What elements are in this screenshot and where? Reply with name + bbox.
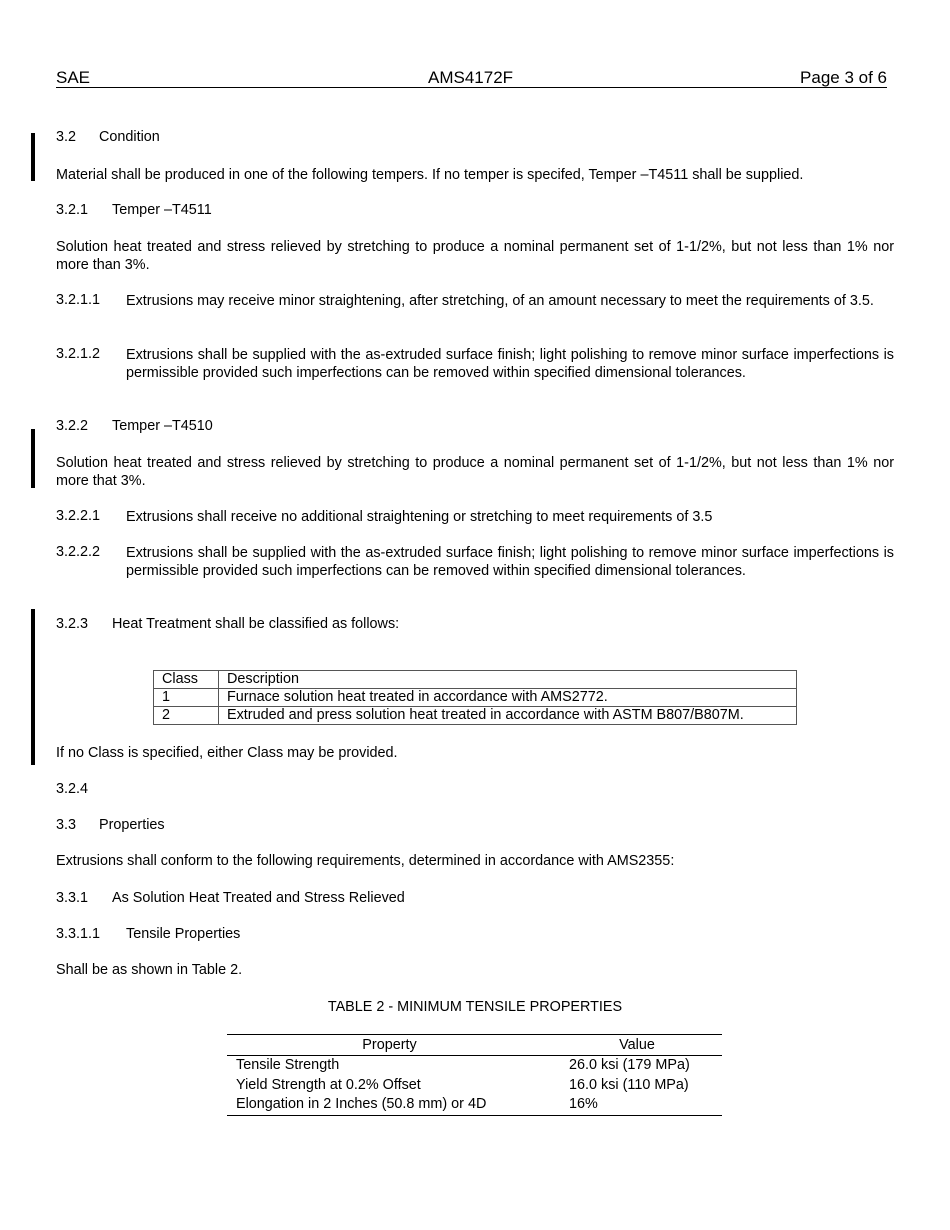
section-number: 3.3 [56, 817, 77, 833]
table-cell: Yield Strength at 0.2% Offset [236, 1076, 421, 1093]
change-bar [31, 429, 35, 488]
section-number: 3.2.1.1 [56, 292, 101, 308]
change-bar [31, 133, 35, 181]
table-cell: Extruded and press solution heat treated in accordance with ASTM B807/B807M. [219, 707, 797, 725]
header-org: SAE [56, 68, 91, 87]
section-number: 3.2.1 [56, 202, 89, 218]
section-number: 3.3.1 [56, 890, 89, 906]
table-cell: 1 [154, 689, 219, 707]
section-number: 3.2.3 [56, 616, 89, 632]
paragraph: Extrusions shall be supplied with the as-extruded surface finish; light polishing to remove minor surface imperfections is permissible provided such imperfections can be removed within specified dimensional tolerances. [126, 347, 894, 381]
table-cell: 16.0 ksi (110 MPa) [569, 1076, 689, 1093]
table-cell: 16% [552, 1095, 722, 1115]
section-title: Tensile Properties [126, 926, 241, 942]
section-title: Temper –T4511 [112, 202, 212, 218]
table-header-row [227, 1035, 722, 1056]
tensile-properties-table [227, 1034, 722, 1116]
table-row [154, 689, 797, 707]
table-row [227, 1076, 722, 1096]
table-cell: 26.0 ksi (179 MPa) [569, 1057, 690, 1073]
paragraph: Solution heat treated and stress relieved by stretching to produce a nominal permanent set of 1-1/2%, but not less than 1% nor more that 3%. [56, 455, 894, 489]
table-cell: Elongation in 2 Inches (50.8 mm) or 4D [227, 1095, 552, 1115]
class-table [153, 670, 797, 725]
table-caption: TABLE 2 - MINIMUM TENSILE PROPERTIES [327, 999, 623, 1015]
paragraph: Extrusions shall be supplied with the as-extruded surface finish; light polishing to remove minor surface imperfections is permissible provided such imperfections can be removed within specified dimensional tolerances. [126, 545, 894, 579]
section-number: 3.2 [56, 129, 77, 145]
table-header-row [154, 671, 797, 689]
header-doc-id: AMS4172F [428, 68, 514, 87]
section-title: Temper –T4510 [112, 418, 213, 434]
section-title: Heat Treatment shall be classified as follows: [112, 616, 400, 632]
paragraph: Solution heat treated and stress relieved by stretching to produce a nominal permanent set of 1-1/2%, but not less than 1% nor more than 3%. [56, 239, 894, 273]
paragraph: Shall be as shown in Table 2. [56, 962, 243, 978]
header-rule [56, 87, 887, 88]
table-row [154, 707, 797, 725]
table-header-cell: Property [227, 1035, 552, 1056]
paragraph: Extrusions may receive minor straightening, after stretching, of an amount necessary to meet the requirements of 3.5. [126, 293, 874, 309]
section-title: Properties [99, 817, 165, 833]
section-number: 3.3.1.1 [56, 926, 101, 942]
table-header-cell: Class [154, 671, 219, 689]
section-number: 3.2.2.2 [56, 544, 101, 560]
table-cell: 2 [154, 707, 219, 725]
table-header-cell: Value [552, 1035, 722, 1056]
table-row [227, 1056, 722, 1076]
table-cell: Furnace solution heat treated in accordance with AMS2772. [219, 689, 797, 707]
section-number: 3.2.4 [56, 781, 89, 797]
change-bar [31, 609, 35, 765]
paragraph: Extrusions shall receive no additional straightening or stretching to meet requirements of 3.5 [126, 509, 713, 525]
table-row [227, 1095, 722, 1115]
section-title: As Solution Heat Treated and Stress Relieved [112, 890, 405, 906]
section-title: Condition [99, 129, 160, 145]
section-number: 3.2.2 [56, 418, 89, 434]
header-page-number: Page 3 of 6 [800, 68, 887, 87]
section-number: 3.2.2.1 [56, 508, 101, 524]
paragraph: If no Class is specified, either Class may be provided. [56, 745, 398, 761]
paragraph: Material shall be produced in one of the following tempers. If no temper is specifed, Temper –T4511 shall be supplied. [56, 167, 804, 183]
table-header-cell: Description [219, 671, 797, 689]
section-number: 3.2.1.2 [56, 346, 101, 362]
table-cell: Tensile Strength [236, 1057, 340, 1073]
paragraph: Extrusions shall conform to the following requirements, determined in accordance with AMS2355: [56, 853, 675, 869]
